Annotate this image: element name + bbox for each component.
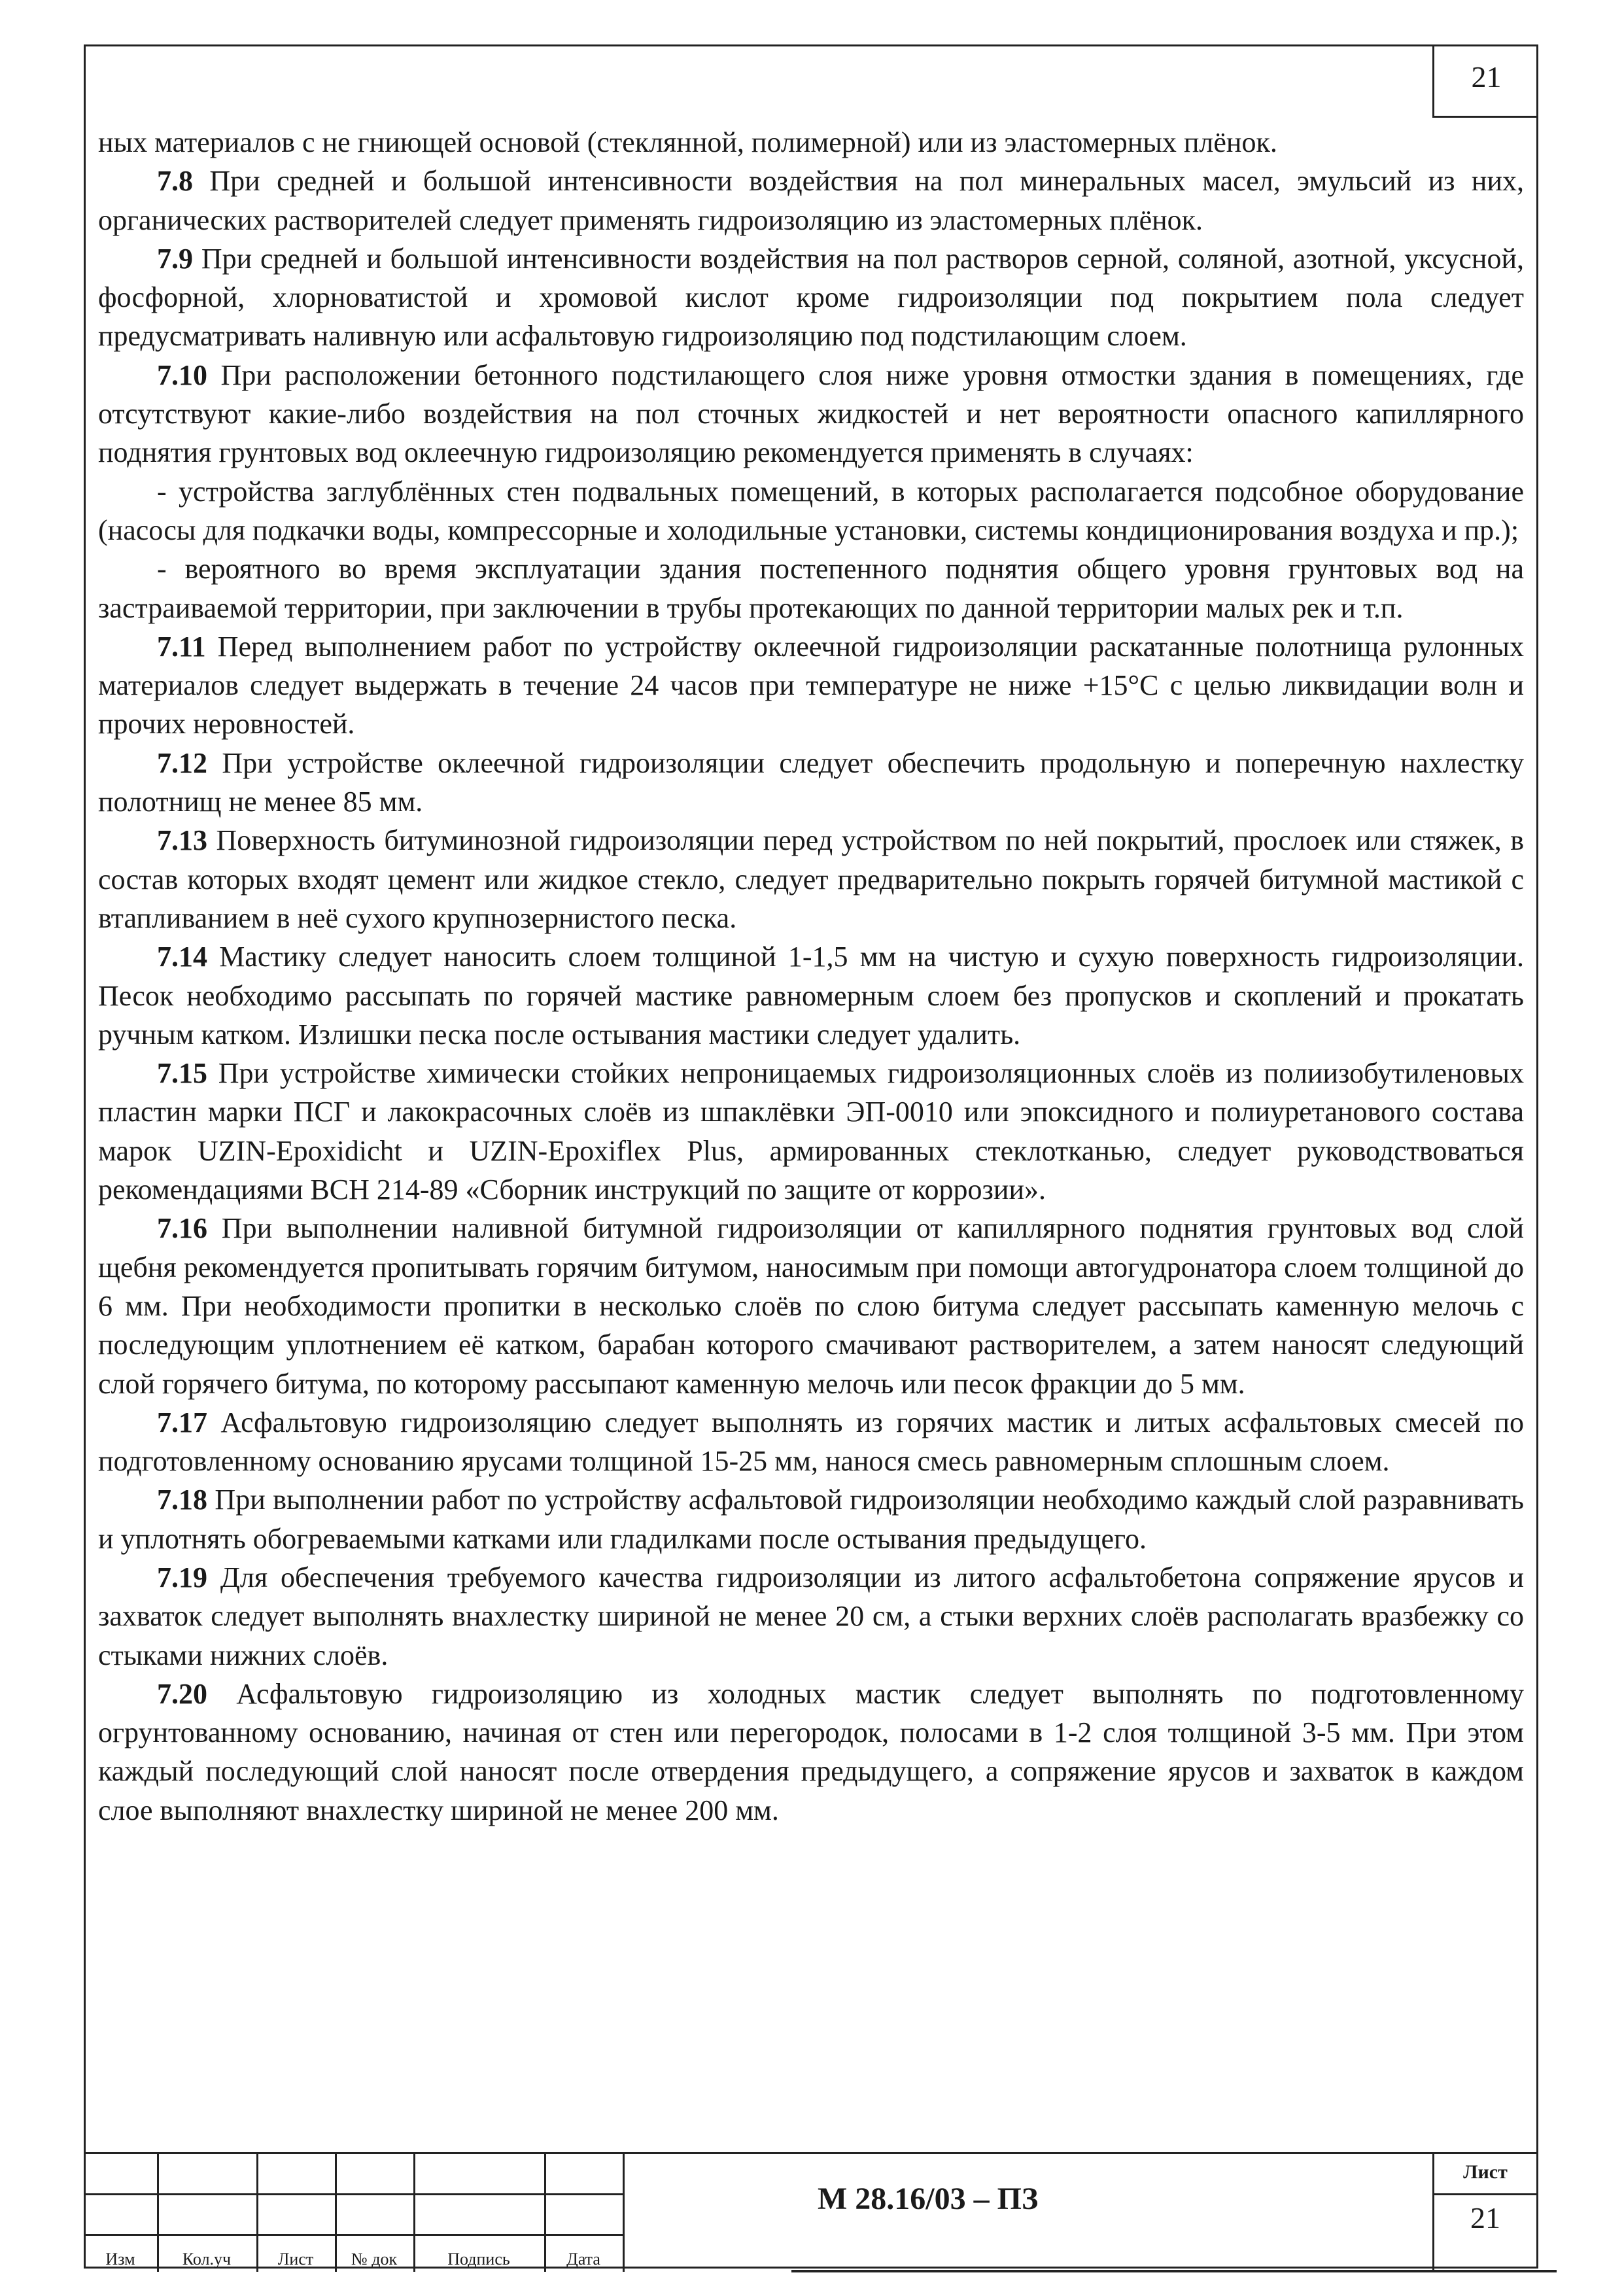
paragraph bbox=[98, 1558, 1524, 1675]
sheet-number: 21 bbox=[1470, 2201, 1500, 2235]
clause-number: 7.12 bbox=[157, 746, 207, 779]
clause-number: 7.11 bbox=[157, 630, 206, 663]
paragraph bbox=[98, 1480, 1524, 1558]
clause-number: 7.13 bbox=[157, 824, 207, 857]
paragraph-text: Перед выполнением работ по устройству оклеечной гидроизоляции раскатанные полотнища рулонных материалов следует выдержать в течение 24 часов при температуре не ниже +15°C с целью ликвидации волн и прочих неровностей. bbox=[98, 630, 1524, 740]
paragraph-text: ных материалов с не гниющей основой (стеклянной, полимерной) или из эластомерных плёнок. bbox=[98, 126, 1277, 158]
paragraph-text: Асфальтовую гидроизоляцию из холодных мастик следует выполнять по подготовленному огрунтованному основанию, начиная от стен или перегородок, полосами в 1-2 слоя толщиной 3-5 мм. При этом каждый последующий слой наносят после отвердения предыдущего, а сопряжение ярусов и захваток в каждом слое выполняют внахлестку шириной не менее 200 мм. bbox=[98, 1677, 1524, 1826]
paragraph bbox=[98, 162, 1524, 239]
paragraph-text: - вероятного во время эксплуатации здания постепенного поднятия общего уровня грунтовых вод на застраиваемой территории, при заключении в трубы протекающих по данной территории малых рек и т.п. bbox=[98, 553, 1524, 624]
clause-number: 7.17 bbox=[157, 1406, 207, 1438]
paragraph-text: Асфальтовую гидроизоляцию следует выполнять из горячих мастик и литых асфальтовых смесей по подготовленному основанию ярусами толщиной 15-25 мм, нанося смесь равномерным сплошным слоем. bbox=[98, 1406, 1524, 1478]
paragraph bbox=[98, 472, 1524, 550]
title-block bbox=[84, 2152, 1538, 2270]
clause-number: 7.9 bbox=[157, 242, 193, 275]
clause-number: 7.10 bbox=[157, 358, 207, 391]
paragraph-text: Мастику следует наносить слоем толщиной 1-1,5 мм на чистую и сухую поверхность гидроизоляции. Песок необходимо рассыпать по горячей мастике равномерным слоем без пропусков и скоплений и прокатать ручным катком. Излишки песка после остывания мастики следует удалить. bbox=[98, 941, 1524, 1051]
clause-number: 7.8 bbox=[157, 165, 193, 198]
paragraph-text: При средней и большой интенсивности воздействия на пол растворов серной, соляной, азотной, уксусной, фосфорной, хлорноватистой и хромовой кислот кроме гидроизоляции под покрытием пола следует предусматривать наливную или асфальтовую гидроизоляцию под подстилающим слоем. bbox=[98, 242, 1524, 353]
paragraph bbox=[98, 1054, 1524, 1209]
document-code: М 28.16/03 – ПЗ bbox=[818, 2182, 1039, 2216]
paragraph-text: При устройстве оклеечной гидроизоляции следует обеспечить продольную и поперечную нахлестку полотнищ не менее 85 мм. bbox=[98, 746, 1524, 818]
clause-number: 7.20 bbox=[157, 1677, 207, 1710]
sheet-label: Лист bbox=[1463, 2161, 1508, 2183]
paragraph bbox=[98, 356, 1524, 472]
stamp-header-izm: Изм bbox=[105, 2250, 135, 2269]
page-number-box: 21 bbox=[1432, 44, 1538, 118]
bottom-rule bbox=[791, 2270, 1557, 2272]
stamp-header-list: Лист bbox=[277, 2250, 314, 2269]
clause-number: 7.18 bbox=[157, 1484, 207, 1516]
paragraph-text: При расположении бетонного подстилающего слоя ниже уровня отмостки здания в помещениях, где отсутствуют какие-либо воздействия на пол сточных жидкостей и нет вероятности опасного капиллярного поднятия грунтовых вод оклеечную гидроизоляцию рекомендуется применять в случаях: bbox=[98, 358, 1524, 469]
stamp-header-date: Дата bbox=[566, 2250, 600, 2269]
paragraph-text: Поверхность битуминозной гидроизоляции перед устройством по ней покрытий, прослоек или стяжек, в состав которых входят цемент или жидкое стекло, следует предварительно покрыть горячей битумной мастикой с втапливанием в неё сухого крупнозернистого песка. bbox=[98, 824, 1524, 934]
paragraph bbox=[98, 627, 1524, 744]
stamp-header-sign: Подпись bbox=[447, 2250, 510, 2269]
paragraph bbox=[98, 937, 1524, 1054]
paragraph bbox=[98, 123, 1524, 162]
paragraph bbox=[98, 821, 1524, 937]
paragraph bbox=[98, 744, 1524, 822]
paragraph bbox=[98, 239, 1524, 356]
paragraph bbox=[98, 549, 1524, 627]
paragraph-text: При устройстве химически стойких непроницаемых гидроизоляционных слоёв из полиизобутиленовых пластин марки ПСГ и лакокрасочных слоёв из шпаклёвки ЭП-0010 или эпоксидного и полиуретанового состава марок UZIN-Epoxidicht и UZIN-Epoxiflex Plus, армированных стеклотканью, следует руководствоваться рекомендациями ВСН 214-89 «Сборник инструкций по защите от коррозии». bbox=[98, 1057, 1524, 1206]
document-body bbox=[98, 123, 1524, 1830]
paragraph-text: Для обеспечения требуемого качества гидроизоляции из литого асфальтобетона сопряжение ярусов и захваток следует выполнять внахлестку шириной не менее 20 см, а стыки верхних слоёв располагать вразбежку со стыками нижних слоёв. bbox=[98, 1561, 1524, 1671]
stamp-header-kol: Кол.уч bbox=[182, 2250, 232, 2269]
paragraph bbox=[98, 1403, 1524, 1481]
paragraph bbox=[98, 1209, 1524, 1402]
stamp-header-doc: № док bbox=[351, 2250, 398, 2269]
paragraph-text: - устройства заглублённых стен подвальных помещений, в которых располагается подсобное оборудование (насосы для подкачки воды, компрессорные и холодильные установки, системы кондиционирования воздуха и пр.); bbox=[98, 475, 1524, 546]
clause-number: 7.19 bbox=[157, 1561, 207, 1593]
clause-number: 7.15 bbox=[157, 1057, 207, 1090]
paragraph-text: При средней и большой интенсивности воздействия на пол минеральных масел, эмульсий из них, органических растворителей следует применять гидроизоляцию из эластомерных плёнок. bbox=[98, 165, 1524, 236]
paragraph bbox=[98, 1675, 1524, 1830]
paragraph-text: При выполнении работ по устройству асфальтовой гидроизоляции необходимо каждый слой разравнивать и уплотнять обогреваемыми катками или гладилками после остывания предыдущего. bbox=[98, 1484, 1524, 1555]
clause-number: 7.14 bbox=[157, 941, 207, 973]
paragraph-text: При выполнении наливной битумной гидроизоляции от капиллярного поднятия грунтовых вод слой щебня рекомендуется пропитывать горячим битумом, наносимым при помощи автогудронатора слоем толщиной до 6 мм. При необходимости пропитки в несколько слоёв по слою битума следует рассыпать каменную мелочь с последующим уплотнением её катком, барабан которого смачивают растворителем, а затем наносят следующий слой горячего битума, по которому рассыпают каменную мелочь или песок фракции до 5 мм. bbox=[98, 1212, 1524, 1400]
clause-number: 7.16 bbox=[157, 1212, 207, 1245]
